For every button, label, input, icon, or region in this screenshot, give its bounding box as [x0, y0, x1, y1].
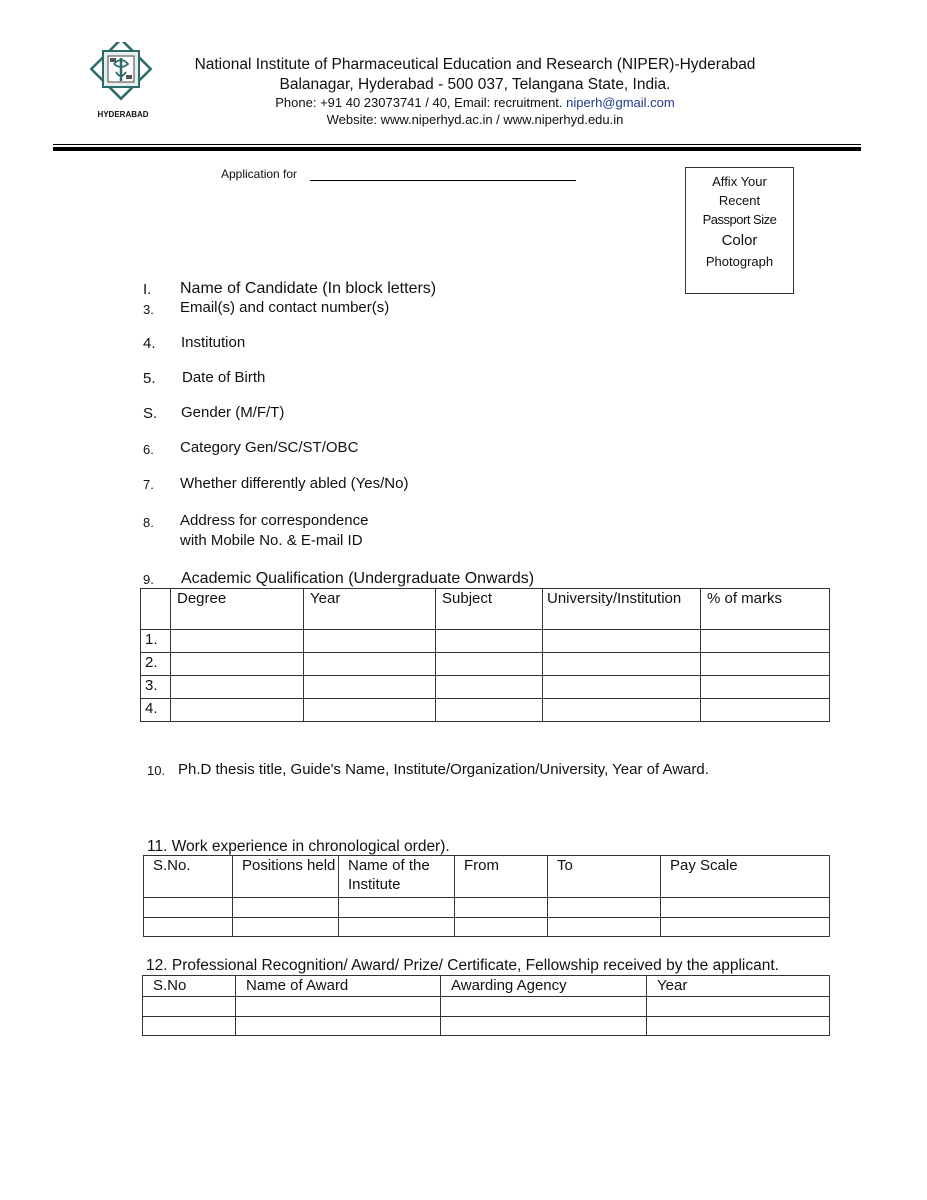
table-cell[interactable]: [339, 918, 455, 937]
application-for-label: Application for: [221, 167, 298, 181]
field-label-gender: Gender (M/F/T): [181, 404, 285, 421]
column-header-marks: % of marks: [701, 589, 830, 630]
photo-box-line4: Color: [721, 232, 758, 249]
awards-title: 12. Professional Recognition/ Award/ Prize/ Certificate, Fellowship received by the applicant.: [146, 957, 779, 974]
table-row: [141, 699, 830, 722]
table-cell[interactable]: [304, 630, 436, 653]
column-header-award-name: Name of Award: [236, 976, 441, 997]
field-label-differently-abled: Whether differently abled (Yes/No): [180, 475, 409, 492]
field-number: I.: [143, 281, 152, 298]
field-label-name: Name of Candidate (In block letters): [180, 280, 437, 297]
institute-website: Website: www.niperhyd.ac.in / www.niperhyd.edu.in: [326, 112, 624, 127]
table-cell[interactable]: [144, 898, 233, 918]
field-label-address: Address for correspondence: [180, 512, 369, 529]
row-number: 4.: [141, 699, 171, 722]
photo-box-line1: Affix Your: [712, 174, 767, 189]
table-cell[interactable]: [441, 997, 647, 1017]
table-cell[interactable]: [171, 630, 304, 653]
phone-text: Phone: +91 40 23073741 / 40, Email: recruitment.: [275, 95, 563, 110]
field-number: S.: [143, 405, 158, 422]
header-rule-thin: [53, 144, 861, 145]
table-cell[interactable]: [701, 630, 830, 653]
table-header-row: [141, 589, 830, 630]
table-cell[interactable]: [436, 653, 543, 676]
field-number: 6.: [143, 442, 154, 457]
field-number: 8.: [143, 515, 154, 530]
table-header-row: [144, 856, 830, 898]
table-cell[interactable]: [701, 699, 830, 722]
table-cell[interactable]: [304, 653, 436, 676]
awards-table: [142, 975, 830, 1036]
table-cell[interactable]: [455, 918, 548, 937]
application-for-line[interactable]: [310, 180, 576, 181]
field-label-institution: Institution: [181, 334, 246, 351]
column-header-to: To: [548, 856, 661, 898]
field-label-email: Email(s) and contact number(s): [180, 299, 390, 316]
table-cell[interactable]: [171, 699, 304, 722]
table-cell[interactable]: [143, 997, 236, 1017]
photo-box-line3: Passport Size: [702, 212, 777, 227]
photo-box-line2: Recent: [718, 193, 761, 208]
email-link[interactable]: niperh@gmail.com: [566, 95, 675, 110]
table-row: [141, 676, 830, 699]
phd-label: Ph.D thesis title, Guide's Name, Institute/Organization/University, Year of Award.: [178, 761, 709, 778]
column-header-university: University/Institution: [543, 589, 701, 630]
field-number: 7.: [143, 477, 154, 492]
column-header-degree: Degree: [171, 589, 304, 630]
column-header-awarding-agency: Awarding Agency: [441, 976, 647, 997]
table-row: [144, 918, 830, 937]
table-row: [141, 630, 830, 653]
column-header-sno: S.No.: [144, 856, 233, 898]
column-header-institute-name: Name of the Institute: [339, 856, 455, 898]
row-number: 1.: [141, 630, 171, 653]
table-cell[interactable]: [543, 699, 701, 722]
row-number: 3.: [141, 676, 171, 699]
institute-name: National Institute of Pharmaceutical Education and Research (NIPER)-Hyderabad: [194, 56, 756, 73]
table-cell[interactable]: [543, 630, 701, 653]
table-cell[interactable]: [701, 676, 830, 699]
row-number: 2.: [141, 653, 171, 676]
table-cell[interactable]: [548, 918, 661, 937]
section-number: 10.: [147, 763, 166, 778]
table-cell[interactable]: [339, 898, 455, 918]
table-cell[interactable]: [304, 699, 436, 722]
table-cell[interactable]: [236, 997, 441, 1017]
table-cell[interactable]: [455, 898, 548, 918]
table-cell[interactable]: [436, 630, 543, 653]
table-row: [143, 1017, 830, 1036]
table-cell[interactable]: [144, 918, 233, 937]
table-cell: [141, 589, 171, 630]
column-header-year: Year: [647, 976, 830, 997]
table-cell[interactable]: [661, 918, 830, 937]
field-label-category: Category Gen/SC/ST/OBC: [180, 439, 359, 456]
photo-placeholder[interactable]: [685, 167, 794, 294]
column-header-from: From: [455, 856, 548, 898]
table-cell[interactable]: [171, 653, 304, 676]
institute-contact: [140, 95, 810, 110]
column-header-sno: S.No: [143, 976, 236, 997]
work-experience-title: 11. Work experience in chronological order).: [147, 838, 450, 855]
table-cell[interactable]: [233, 898, 339, 918]
institute-address: Balanagar, Hyderabad - 500 037, Telangana State, India.: [279, 76, 671, 93]
table-cell[interactable]: [236, 1017, 441, 1036]
table-cell[interactable]: [436, 676, 543, 699]
table-row: [141, 653, 830, 676]
section-number: 9.: [143, 572, 154, 587]
table-cell[interactable]: [143, 1017, 236, 1036]
column-header-year: Year: [304, 589, 436, 630]
table-cell[interactable]: [171, 676, 304, 699]
field-number: 4.: [143, 335, 156, 352]
table-row: [144, 898, 830, 918]
table-cell[interactable]: [436, 699, 543, 722]
table-cell[interactable]: [701, 653, 830, 676]
table-cell[interactable]: [543, 653, 701, 676]
table-cell[interactable]: [647, 1017, 830, 1036]
academic-table: [140, 588, 830, 722]
table-cell[interactable]: [661, 898, 830, 918]
field-label-address-line2: with Mobile No. & E-mail ID: [180, 532, 363, 549]
table-cell[interactable]: [441, 1017, 647, 1036]
photo-box-line5: Photograph: [705, 254, 774, 269]
table-cell[interactable]: [543, 676, 701, 699]
table-cell[interactable]: [304, 676, 436, 699]
table-cell[interactable]: [233, 918, 339, 937]
table-header-row: [143, 976, 830, 997]
table-row: [143, 997, 830, 1017]
field-label-dob: Date of Birth: [182, 369, 266, 386]
field-number: 5.: [143, 370, 156, 387]
column-header-positions: Positions held: [233, 856, 339, 898]
header-rule-thick: [53, 147, 861, 151]
field-number: 3.: [143, 302, 154, 317]
table-cell[interactable]: [548, 898, 661, 918]
logo-caption: HYDERABAD: [97, 110, 149, 119]
table-cell[interactable]: [647, 997, 830, 1017]
column-header-subject: Subject: [436, 589, 543, 630]
work-experience-table: [143, 855, 830, 937]
academic-title: Academic Qualification (Undergraduate Onwards): [181, 570, 535, 587]
column-header-pay-scale: Pay Scale: [661, 856, 830, 898]
